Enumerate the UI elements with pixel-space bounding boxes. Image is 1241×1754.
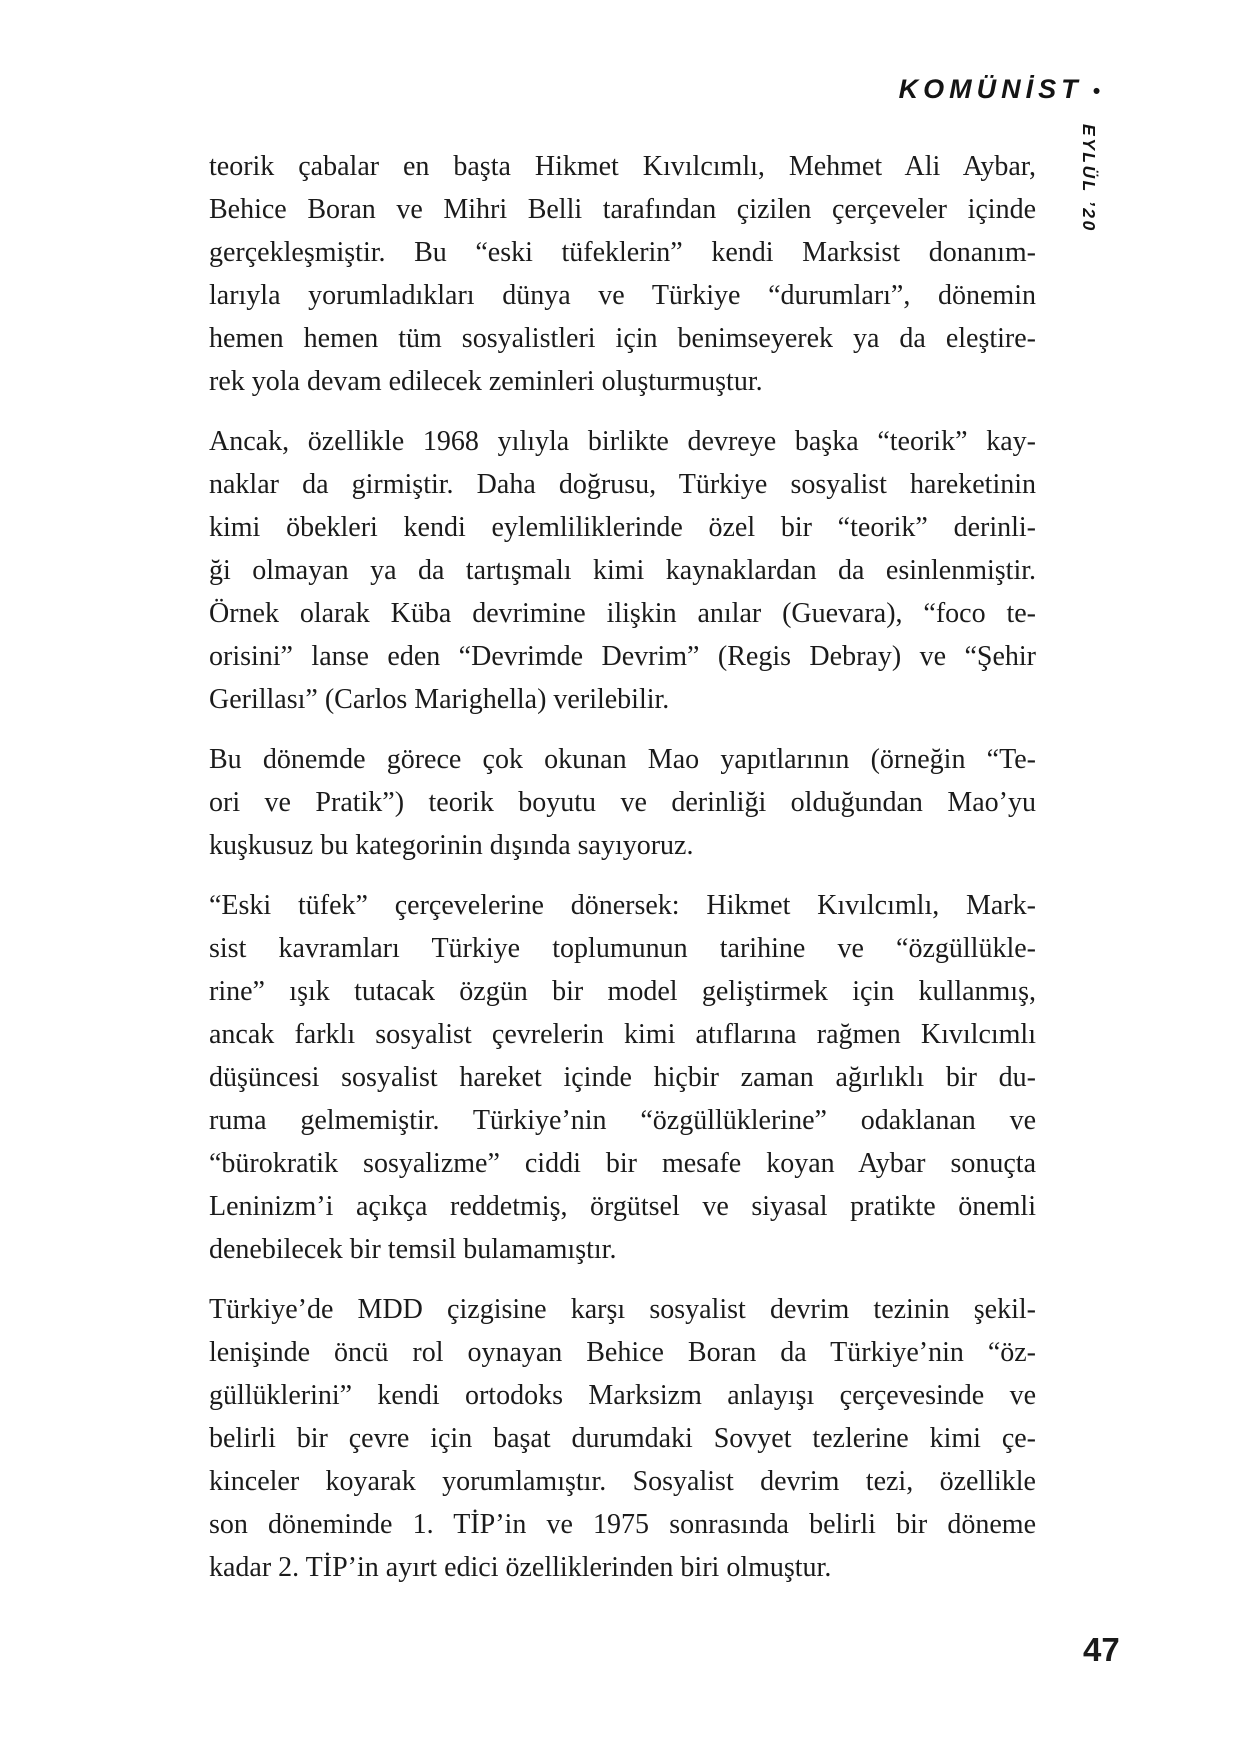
text-line: gerçekleşmiştir. Bu “eski tüfeklerin” kendi Marksist donanım-: [209, 237, 1036, 268]
text-line: ği olmayan ya da tartışmalı kimi kaynaklardan da esinlenmiştir.: [209, 555, 1036, 586]
text-line: rek yola devam edilecek zeminleri oluşturmuştur.: [209, 366, 763, 397]
text-line: Ancak, özellikle 1968 yılıyla birlikte devreye başka “teorik” kay-: [209, 426, 1036, 457]
magazine-title: KOMÜNİST: [898, 74, 1083, 104]
text-line: Leninizm’i açıkça reddetmiş, örgütsel ve siyasal pratikte önemli: [209, 1191, 1036, 1222]
page-number: 47: [1083, 1631, 1120, 1668]
text-line: son döneminde 1. TİP’in ve 1975 sonrasında belirli bir döneme: [209, 1509, 1036, 1540]
text-line: denebilecek bir temsil bulamamıştır.: [209, 1234, 617, 1265]
text-line: kinceler koyarak yorumlamıştır. Sosyalist devrim tezi, özellikle: [209, 1466, 1036, 1497]
text-line: lenişinde öncü rol oynayan Behice Boran da Türkiye’nin “öz-: [209, 1337, 1036, 1368]
paragraph: [209, 738, 1036, 867]
text-line: ruma gelmemiştir. Türkiye’nin “özgüllüklerine” odaklanan ve: [209, 1105, 1036, 1136]
text-line: Türkiye’de MDD çizgisine karşı sosyalist devrim tezinin şekil-: [209, 1294, 1036, 1325]
text-line: belirli bir çevre için başat durumdaki Sovyet tezlerine kimi çe-: [209, 1423, 1036, 1454]
text-line: Örnek olarak Küba devrimine ilişkin anılar (Guevara), “foco te-: [209, 598, 1036, 629]
issue-label: EYLÜL ’20: [1079, 124, 1099, 233]
paragraph: [209, 420, 1036, 721]
text-line: hemen hemen tüm sosyalistleri için benimseyerek ya da eleştire-: [209, 323, 1036, 354]
text-line: kimi öbekleri kendi eylemliliklerinde özel bir “teorik” derinli-: [209, 512, 1036, 543]
text-line: kadar 2. TİP’in ayırt edici özelliklerinden biri olmuştur.: [209, 1552, 832, 1583]
text-line: Bu dönemde görece çok okunan Mao yapıtlarının (örneğin “Te-: [209, 744, 1036, 775]
running-head: [899, 74, 1100, 105]
text-line: düşüncesi sosyalist hareket içinde hiçbir zaman ağırlıklı bir du-: [209, 1062, 1036, 1093]
paragraph: [209, 145, 1036, 403]
text-line: rine” ışık tutacak özgün bir model geliştirmek için kullanmış,: [209, 976, 1036, 1007]
text-line: sist kavramları Türkiye toplumunun tarihine ve “özgüllükle-: [209, 933, 1036, 964]
text-line: larıyla yorumladıkları dünya ve Türkiye “durumları”, dönemin: [209, 280, 1036, 311]
text-line: “bürokratik sosyalizme” ciddi bir mesafe koyan Aybar sonuçta: [209, 1148, 1036, 1179]
text-line: “Eski tüfek” çerçevelerine dönersek: Hikmet Kıvılcımlı, Mark-: [209, 890, 1036, 921]
body-text: [209, 145, 1036, 1589]
text-line: Behice Boran ve Mihri Belli tarafından çizilen çerçeveler içinde: [209, 194, 1036, 225]
text-line: orisini” lanse eden “Devrimde Devrim” (Regis Debray) ve “Şehir: [209, 641, 1036, 672]
text-line: kuşkusuz bu kategorinin dışında sayıyoruz.: [209, 830, 694, 861]
paragraph: [209, 884, 1036, 1271]
text-line: ori ve Pratik”) teorik boyutu ve derinliği olduğundan Mao’yu: [209, 787, 1036, 818]
text-line: Gerillası” (Carlos Marighella) verilebilir.: [209, 684, 670, 715]
paragraph: [209, 1288, 1036, 1589]
text-line: ancak farklı sosyalist çevrelerin kimi atıflarına rağmen Kıvılcımlı: [209, 1019, 1036, 1050]
text-line: teorik çabalar en başta Hikmet Kıvılcımlı, Mehmet Ali Aybar,: [209, 151, 1036, 182]
text-line: güllüklerini” kendi ortodoks Marksizm anlayışı çerçevesinde ve: [209, 1380, 1036, 1411]
bullet-icon: •: [1092, 80, 1100, 103]
text-line: naklar da girmiştir. Daha doğrusu, Türkiye sosyalist hareketinin: [209, 469, 1036, 500]
